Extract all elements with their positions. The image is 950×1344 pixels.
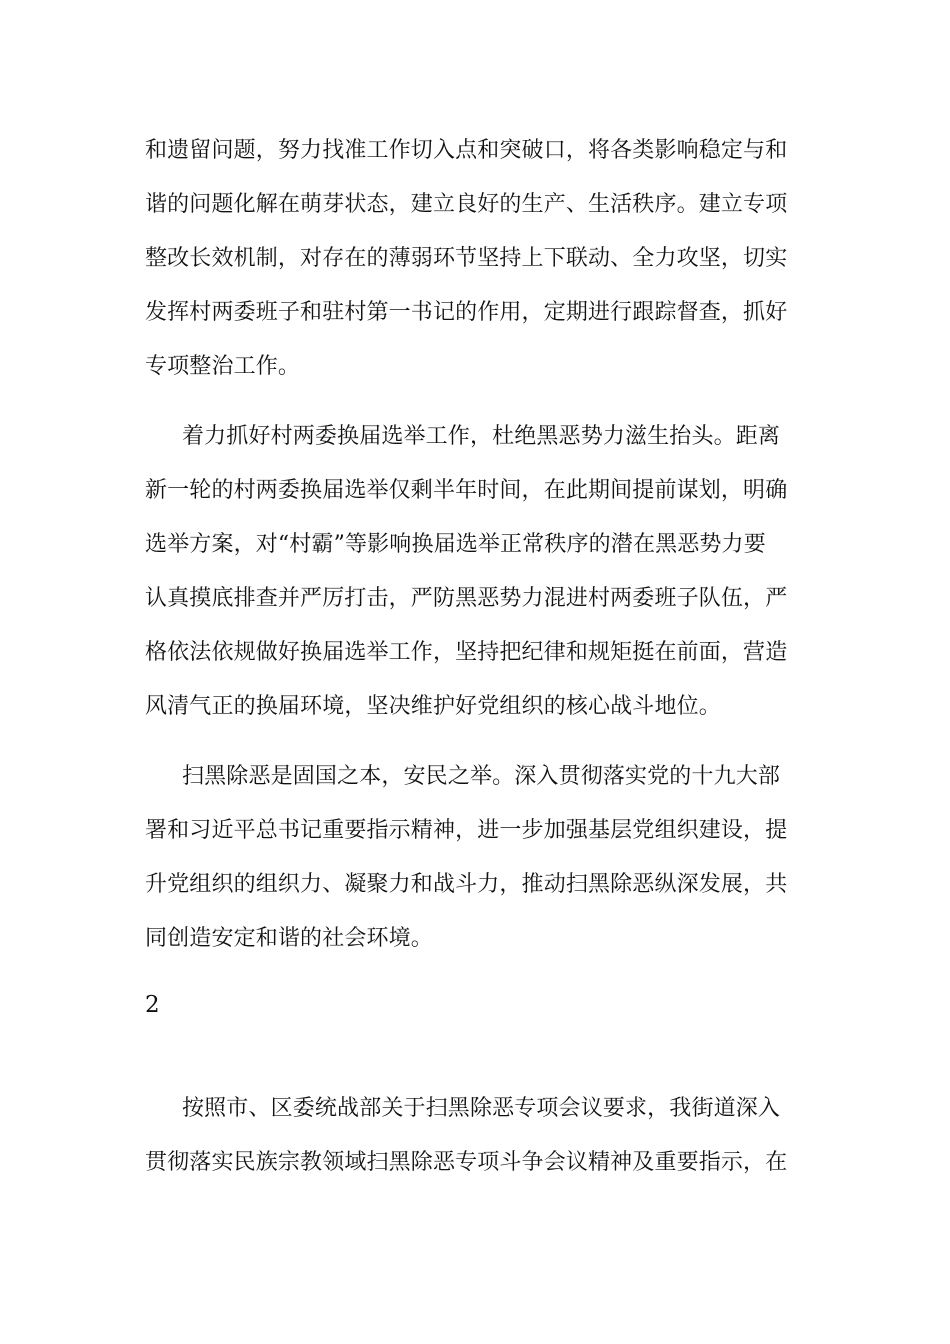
text-line: 发挥村两委班子和驻村第一书记的作用，定期进行跟踪督查，抓好 [145, 300, 788, 325]
text-line: 按照市、区委统战部关于扫黑除恶专项会议要求，我街道深入 [182, 1096, 781, 1121]
text-line: 署和习近平总书记重要指示精神，进一步加强基层党组织建设，提 [145, 818, 788, 843]
text-line: 认真摸底排查并严厉打击，严防黑恶势力混进村两委班子队伍，严 [145, 586, 788, 611]
text-line: 新一轮的村两委换届选举仅剩半年时间，在此期间提前谋划，明确 [145, 478, 788, 503]
page-number: 2 [145, 992, 160, 1018]
text-line: 升党组织的组织力、凝聚力和战斗力，推动扫黑除恶纵深发展，共 [145, 872, 788, 897]
text-line: 风清气正的换届环境，坚决维护好党组织的核心战斗地位。 [145, 694, 721, 719]
text-line: 选举方案，对“村霸”等影响换届选举正常秩序的潜在黑恶势力要 [145, 532, 766, 557]
text-line: 格依法依规做好换届选举工作，坚持把纪律和规矩挺在前面，营造 [145, 640, 788, 665]
text-line: 同创造安定和谐的社会环境。 [145, 926, 433, 951]
text-line: 专项整治工作。 [145, 354, 301, 379]
text-line: 整改长效机制，对存在的薄弱环节坚持上下联动、全力攻坚，切实 [145, 246, 788, 271]
text-line: 着力抓好村两委换届选举工作，杜绝黑恶势力滋生抬头。距离 [182, 424, 781, 449]
text-line: 贯彻落实民族宗教领域扫黑除恶专项斗争会议精神及重要指示，在 [145, 1150, 788, 1175]
text-line: 和遗留问题，努力找准工作切入点和突破口，将各类影响稳定与和 [145, 138, 788, 163]
text-line: 扫黑除恶是固国之本，安民之举。深入贯彻落实党的十九大部 [182, 764, 781, 789]
text-line: 谐的问题化解在萌芽状态，建立良好的生产、生活秩序。建立专项 [145, 192, 788, 217]
